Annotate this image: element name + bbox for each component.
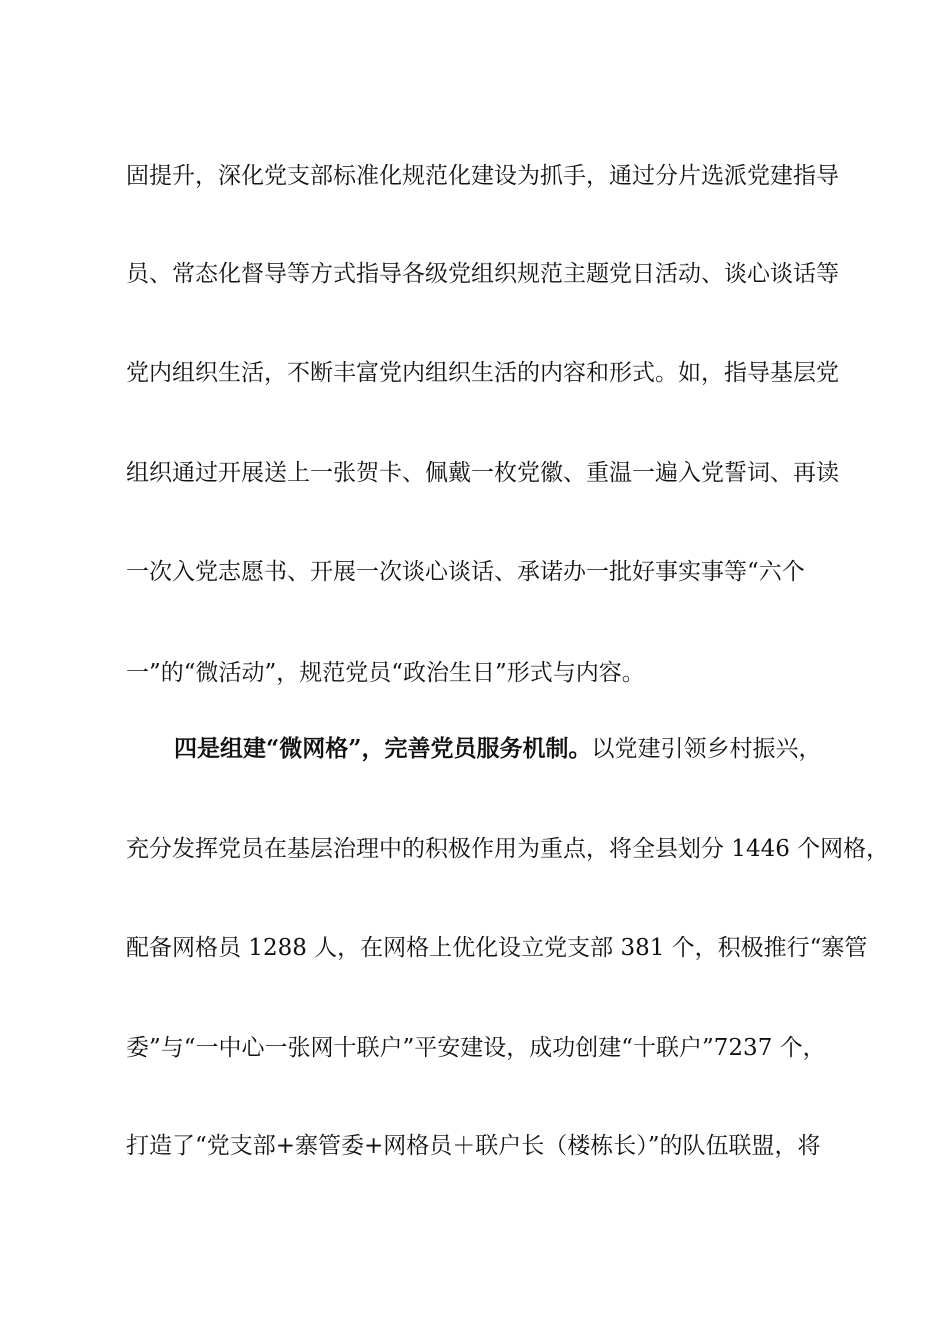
paragraph-text: 以党建引领乡村振兴， xyxy=(591,736,822,762)
paragraph-line: 党内组织生活，不断丰富党内组织生活的内容和形式。如，指导基层党 xyxy=(126,360,839,386)
paragraph-first-line xyxy=(174,734,914,764)
paragraph-line: 一”的“微活动”，规范党员“政治生日”形式与内容。 xyxy=(126,660,645,686)
paragraph-heading: 四是组建“微网格”，完善党员服务机制。 xyxy=(174,735,592,762)
paragraph-line: 充分发挥党员在基层治理中的积极作用为重点，将全县划分 1446 个网格， xyxy=(126,836,890,862)
paragraph-line: 委”与“一中心一张网十联户”平安建设，成功创建“十联户”7237 个， xyxy=(126,1035,826,1061)
paragraph-line: 组织通过开展送上一张贺卡、佩戴一枚党徽、重温一遍入党誓词、再读 xyxy=(126,460,839,486)
paragraph-line: 员、常态化督导等方式指导各级党组织规范主题党日活动、谈心谈话等 xyxy=(126,261,839,287)
paragraph-line: 固提升，深化党支部标准化规范化建设为抓手，通过分片选派党建指导 xyxy=(126,163,839,189)
paragraph-line: 配备网格员 1288 人，在网格上优化设立党支部 381 个，积极推行“寨管 xyxy=(126,935,868,961)
paragraph-line: 打造了“党支部+寨管委+网格员＋联户长（楼栋长）”的队伍联盟，将 xyxy=(126,1133,821,1159)
paragraph-line: 一次入党志愿书、开展一次谈心谈话、承诺办一批好事实事等“六个 xyxy=(126,559,805,585)
